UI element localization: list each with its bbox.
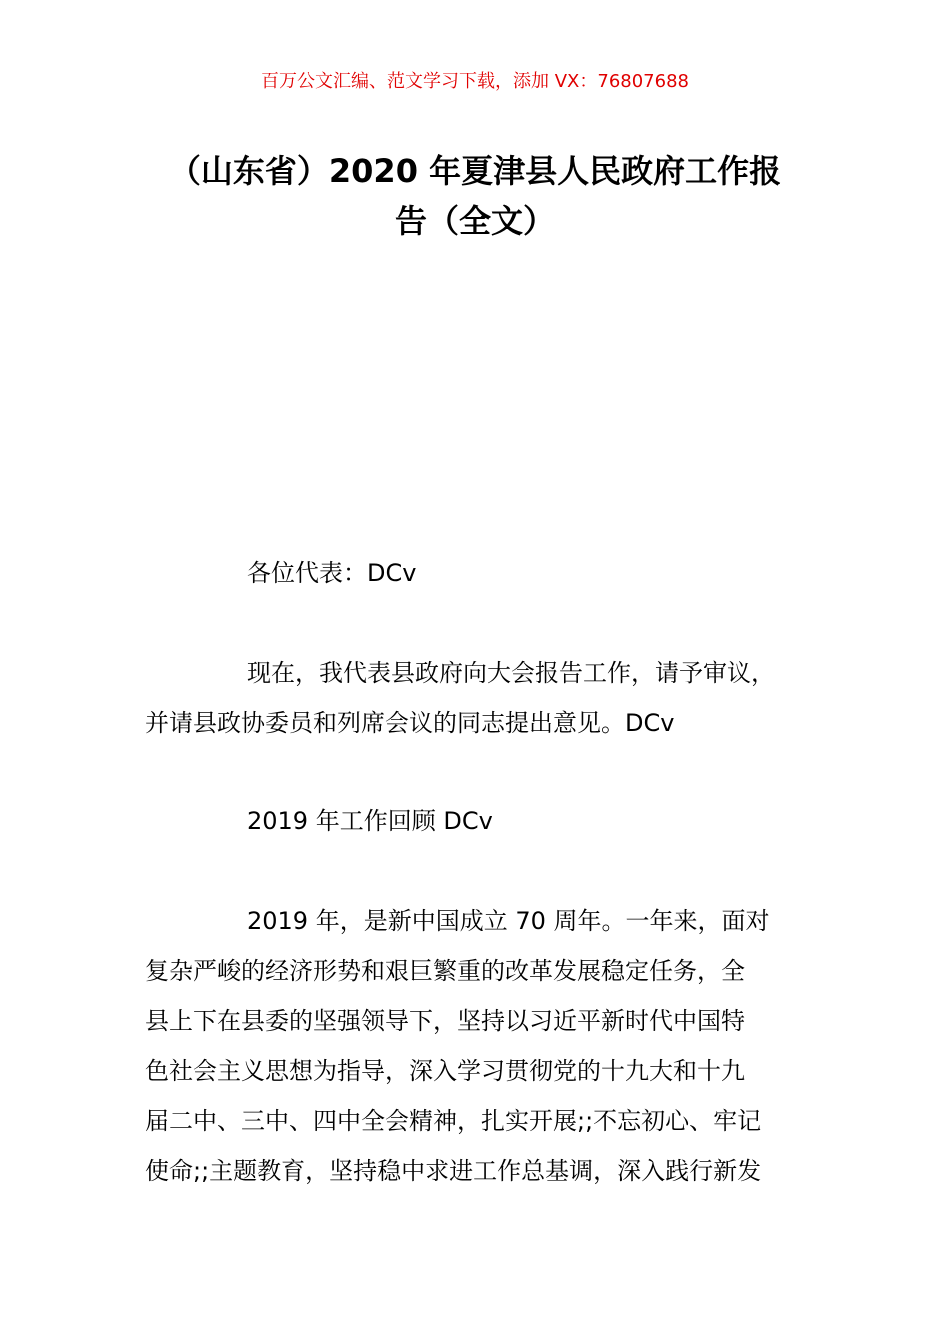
title-line-1: （山东省）2020 年夏津县人民政府工作报 (168, 152, 782, 190)
review-line-1: 2019 年，是新中国成立 70 周年。一年来，面对 (247, 907, 770, 935)
salutation: 各位代表：DCv (247, 559, 417, 587)
intro-paragraph (145, 648, 815, 748)
review-line-4: 色社会主义思想为指导，深入学习贯彻党的十九大和十九 (145, 1057, 745, 1085)
section-heading-block (145, 796, 815, 846)
review-line-2: 复杂严峻的经济形势和艰巨繁重的改革发展稳定任务，全 (145, 957, 745, 985)
title-line-2: 告（全文） (394, 202, 555, 240)
review-line-5: 届二中、三中、四中全会精神，扎实开展;;不忘初心、牢记 (145, 1107, 762, 1135)
section-heading: 2019 年工作回顾 DCv (247, 807, 493, 835)
review-line-3: 县上下在县委的坚强领导下，坚持以习近平新时代中国特 (145, 1007, 745, 1035)
header-note: 百万公文汇编、范文学习下载，添加 VX：76807688 (261, 71, 689, 92)
intro-line-2: 并请县政协委员和列席会议的同志提出意见。DCv (145, 709, 675, 737)
salutation-block (145, 548, 815, 598)
review-paragraph (145, 896, 815, 1196)
intro-line-1: 现在，我代表县政府向大会报告工作，请予审议， (247, 659, 775, 687)
review-line-6: 使命;;主题教育，坚持稳中求进工作总基调，深入践行新发 (145, 1157, 762, 1185)
document-title (120, 146, 830, 246)
